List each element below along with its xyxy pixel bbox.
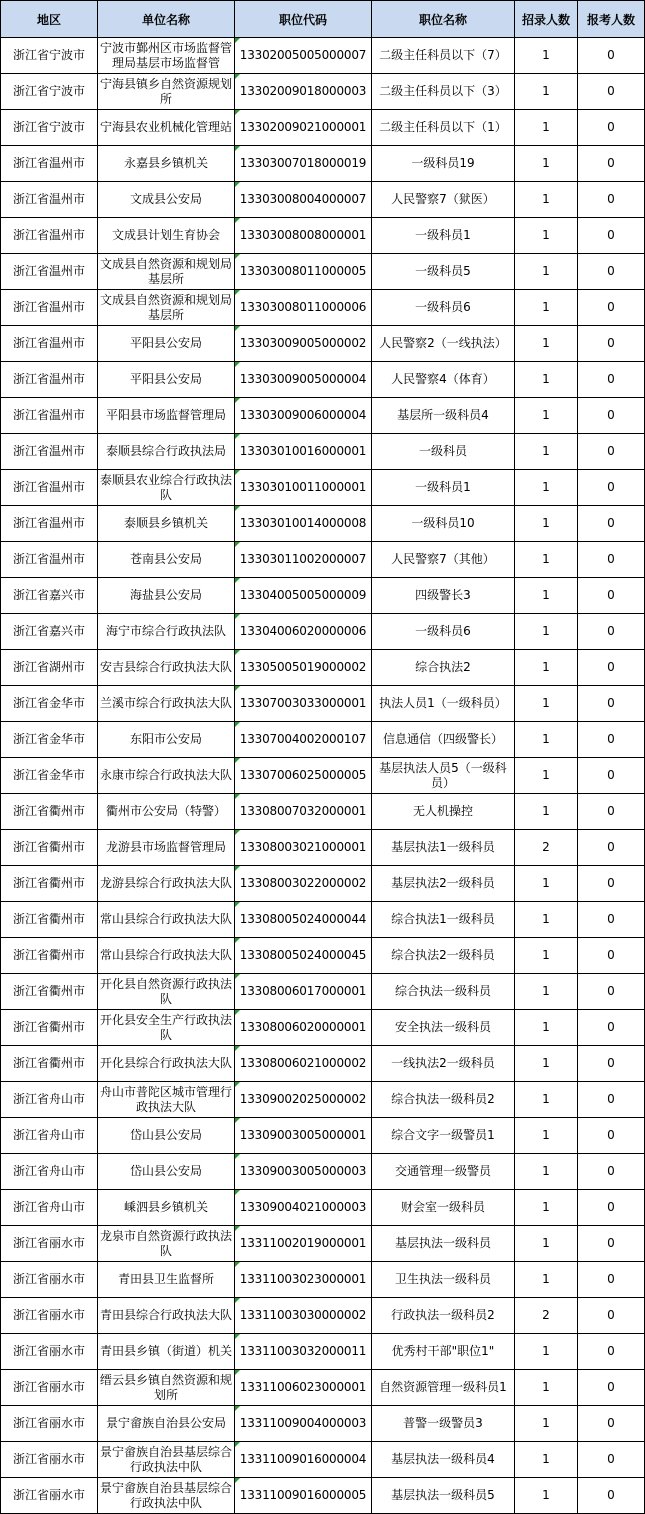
applicants-cell: 0 <box>578 578 645 614</box>
position-code-cell: 13303010016000001 <box>235 434 372 470</box>
region-cell: 浙江省丽水市 <box>1 1226 98 1262</box>
quota-cell: 2 <box>515 830 578 866</box>
applicants-cell: 0 <box>578 434 645 470</box>
quota-cell: 1 <box>515 650 578 686</box>
position-code-cell: 13303009005000004 <box>235 362 372 398</box>
unit-name-cell: 永嘉县乡镇机关 <box>98 146 235 182</box>
region-cell: 浙江省丽水市 <box>1 1406 98 1442</box>
unit-name-cell: 开化县综合行政执法大队 <box>98 1046 235 1082</box>
table-row <box>1 614 645 650</box>
table-row <box>1 722 645 758</box>
quota-cell: 1 <box>515 1406 578 1442</box>
table-row <box>1 830 645 866</box>
position-code-cell: 13311003030000002 <box>235 1298 372 1334</box>
position-name-cell: 人民警察4（体育） <box>372 362 515 398</box>
applicants-cell: 0 <box>578 938 645 974</box>
applicants-cell: 0 <box>578 470 645 506</box>
position-name-cell: 一级科员19 <box>372 146 515 182</box>
unit-name-cell: 宁波市鄞州区市场监督管理局基层市场监督管 <box>98 38 235 74</box>
table-row <box>1 110 645 146</box>
position-code-cell: 13303007018000019 <box>235 146 372 182</box>
quota-cell: 1 <box>515 1118 578 1154</box>
position-name-cell: 交通管理一级警员 <box>372 1154 515 1190</box>
quota-cell: 1 <box>515 218 578 254</box>
applicants-cell: 0 <box>578 794 645 830</box>
region-cell: 浙江省舟山市 <box>1 1118 98 1154</box>
region-cell: 浙江省衢州市 <box>1 938 98 974</box>
position-name-cell: 一级科员5 <box>372 254 515 290</box>
table-row <box>1 1046 645 1082</box>
position-name-cell: 安全执法一级科员 <box>372 1010 515 1046</box>
region-cell: 浙江省嘉兴市 <box>1 614 98 650</box>
table-row <box>1 470 645 506</box>
table-row <box>1 74 645 110</box>
applicants-cell: 0 <box>578 1190 645 1226</box>
position-name-cell: 一线执法2一级科员 <box>372 1046 515 1082</box>
position-name-cell: 综合执法2一级科员 <box>372 938 515 974</box>
table-row <box>1 542 645 578</box>
quota-cell: 1 <box>515 398 578 434</box>
unit-name-cell: 景宁畲族自治县公安局 <box>98 1406 235 1442</box>
position-name-cell: 优秀村干部"职位1" <box>372 1334 515 1370</box>
unit-name-cell: 泰顺县综合行政执法局 <box>98 434 235 470</box>
applicants-cell: 0 <box>578 686 645 722</box>
position-name-cell: 基层执法一级科员4 <box>372 1442 515 1478</box>
quota-cell: 1 <box>515 614 578 650</box>
region-cell: 浙江省衢州市 <box>1 1010 98 1046</box>
quota-cell: 1 <box>515 326 578 362</box>
applicants-cell: 0 <box>578 902 645 938</box>
table-row <box>1 1478 645 1514</box>
quota-cell: 1 <box>515 506 578 542</box>
region-cell: 浙江省金华市 <box>1 758 98 794</box>
position-code-cell: 13303009005000002 <box>235 326 372 362</box>
position-name-cell: 人民警察7（其他） <box>372 542 515 578</box>
position-code-cell: 13308006017000001 <box>235 974 372 1010</box>
quota-cell: 1 <box>515 1154 578 1190</box>
unit-name-cell: 安吉县综合行政执法大队 <box>98 650 235 686</box>
position-code-cell: 13311009016000005 <box>235 1478 372 1514</box>
quota-cell: 1 <box>515 1190 578 1226</box>
table-row <box>1 1442 645 1478</box>
table-row <box>1 326 645 362</box>
position-code-cell: 13303008004000007 <box>235 182 372 218</box>
quota-cell: 1 <box>515 74 578 110</box>
position-code-cell: 13304006020000006 <box>235 614 372 650</box>
applicants-cell: 0 <box>578 1370 645 1406</box>
position-name-cell: 基层执法2一级科员 <box>372 866 515 902</box>
quota-cell: 1 <box>515 866 578 902</box>
unit-name-cell: 泰顺县农业综合行政执法队 <box>98 470 235 506</box>
table-row <box>1 1262 645 1298</box>
applicants-cell: 0 <box>578 1262 645 1298</box>
applicants-cell: 0 <box>578 1478 645 1514</box>
position-code-cell: 13311003032000011 <box>235 1334 372 1370</box>
position-code-cell: 13302009021000001 <box>235 110 372 146</box>
position-code-cell: 13309003005000001 <box>235 1118 372 1154</box>
unit-name-cell: 泰顺县乡镇机关 <box>98 506 235 542</box>
table-row <box>1 974 645 1010</box>
position-name-cell: 综合执法一级科员2 <box>372 1082 515 1118</box>
region-cell: 浙江省衢州市 <box>1 794 98 830</box>
position-code-cell: 13304005005000009 <box>235 578 372 614</box>
region-cell: 浙江省衢州市 <box>1 830 98 866</box>
unit-name-cell: 嵊泗县乡镇机关 <box>98 1190 235 1226</box>
unit-name-cell: 岱山县公安局 <box>98 1154 235 1190</box>
region-cell: 浙江省温州市 <box>1 506 98 542</box>
region-cell: 浙江省温州市 <box>1 146 98 182</box>
table-row <box>1 182 645 218</box>
unit-name-cell: 衢州市公安局（特警） <box>98 794 235 830</box>
table-row <box>1 650 645 686</box>
quota-cell: 1 <box>515 758 578 794</box>
applicants-cell: 0 <box>578 974 645 1010</box>
quota-cell: 1 <box>515 1334 578 1370</box>
applicants-cell: 0 <box>578 110 645 146</box>
applicants-cell: 0 <box>578 254 645 290</box>
region-cell: 浙江省衢州市 <box>1 974 98 1010</box>
applicants-cell: 0 <box>578 38 645 74</box>
position-code-cell: 13303010014000008 <box>235 506 372 542</box>
unit-name-cell: 宁海县镇乡自然资源规划所 <box>98 74 235 110</box>
position-code-cell: 13303010011000001 <box>235 470 372 506</box>
position-name-cell: 卫生执法一级科员 <box>372 1262 515 1298</box>
applicants-cell: 0 <box>578 1226 645 1262</box>
unit-name-cell: 青田县卫生监督所 <box>98 1262 235 1298</box>
position-code-cell: 13303008011000005 <box>235 254 372 290</box>
table-row <box>1 290 645 326</box>
header-row <box>1 1 645 38</box>
unit-name-cell: 平阳县公安局 <box>98 326 235 362</box>
position-name-cell: 一级科员10 <box>372 506 515 542</box>
position-name-cell: 综合文字一级警员1 <box>372 1118 515 1154</box>
position-code-cell: 13311003023000001 <box>235 1262 372 1298</box>
unit-name-cell: 平阳县公安局 <box>98 362 235 398</box>
quota-cell: 1 <box>515 938 578 974</box>
position-code-cell: 13302005005000007 <box>235 38 372 74</box>
position-name-cell: 基层执法1一级科员 <box>372 830 515 866</box>
quota-cell: 1 <box>515 902 578 938</box>
applicants-cell: 0 <box>578 1010 645 1046</box>
region-cell: 浙江省丽水市 <box>1 1370 98 1406</box>
position-name-cell: 基层执法人员5（一级科员） <box>372 758 515 794</box>
applicants-cell: 0 <box>578 182 645 218</box>
header-applicants: 报考人数 <box>578 1 645 38</box>
quota-cell: 1 <box>515 1262 578 1298</box>
table-row <box>1 1334 645 1370</box>
applicants-cell: 0 <box>578 290 645 326</box>
position-code-cell: 13307006025000005 <box>235 758 372 794</box>
unit-name-cell: 青田县乡镇（街道）机关 <box>98 1334 235 1370</box>
position-code-cell: 13303009006000004 <box>235 398 372 434</box>
quota-cell: 1 <box>515 1226 578 1262</box>
applicants-cell: 0 <box>578 722 645 758</box>
quota-cell: 1 <box>515 362 578 398</box>
table-row <box>1 1226 645 1262</box>
applicants-cell: 0 <box>578 758 645 794</box>
unit-name-cell: 景宁畲族自治县基层综合行政执法中队 <box>98 1478 235 1514</box>
quota-cell: 1 <box>515 182 578 218</box>
applicants-cell: 0 <box>578 362 645 398</box>
position-code-cell: 13308005024000045 <box>235 938 372 974</box>
region-cell: 浙江省温州市 <box>1 218 98 254</box>
region-cell: 浙江省温州市 <box>1 362 98 398</box>
region-cell: 浙江省丽水市 <box>1 1478 98 1514</box>
quota-cell: 1 <box>515 1046 578 1082</box>
quota-cell: 1 <box>515 146 578 182</box>
table-row <box>1 1298 645 1334</box>
unit-name-cell: 青田县综合行政执法大队 <box>98 1298 235 1334</box>
table-row <box>1 362 645 398</box>
table-row <box>1 1118 645 1154</box>
unit-name-cell: 永康市综合行政执法大队 <box>98 758 235 794</box>
region-cell: 浙江省温州市 <box>1 398 98 434</box>
header-unit-name: 单位名称 <box>98 1 235 38</box>
quota-cell: 1 <box>515 254 578 290</box>
header-position-code: 职位代码 <box>235 1 372 38</box>
region-cell: 浙江省舟山市 <box>1 1190 98 1226</box>
quota-cell: 1 <box>515 686 578 722</box>
applicants-cell: 0 <box>578 1442 645 1478</box>
position-name-cell: 一级科员6 <box>372 614 515 650</box>
applicants-cell: 0 <box>578 146 645 182</box>
position-name-cell: 人民警察2（一线执法） <box>372 326 515 362</box>
region-cell: 浙江省丽水市 <box>1 1298 98 1334</box>
position-name-cell: 行政执法一级科员2 <box>372 1298 515 1334</box>
region-cell: 浙江省温州市 <box>1 254 98 290</box>
position-name-cell: 基层执法一级科员5 <box>372 1478 515 1514</box>
table-body <box>1 38 645 1514</box>
position-name-cell: 二级主任科员以下（1） <box>372 110 515 146</box>
position-code-cell: 13311009004000003 <box>235 1406 372 1442</box>
quota-cell: 1 <box>515 1478 578 1514</box>
table-row <box>1 398 645 434</box>
position-code-cell: 13308006021000002 <box>235 1046 372 1082</box>
unit-name-cell: 舟山市普陀区城市管理行政执法大队 <box>98 1082 235 1118</box>
applicants-cell: 0 <box>578 1154 645 1190</box>
unit-name-cell: 苍南县公安局 <box>98 542 235 578</box>
table-row <box>1 254 645 290</box>
position-name-cell: 信息通信（四级警长） <box>372 722 515 758</box>
region-cell: 浙江省丽水市 <box>1 1334 98 1370</box>
position-code-cell: 13309004021000003 <box>235 1190 372 1226</box>
region-cell: 浙江省金华市 <box>1 722 98 758</box>
applicants-cell: 0 <box>578 830 645 866</box>
quota-cell: 1 <box>515 722 578 758</box>
position-code-cell: 13308005024000044 <box>235 902 372 938</box>
applicants-cell: 0 <box>578 1334 645 1370</box>
quota-cell: 1 <box>515 1370 578 1406</box>
position-name-cell: 人民警察7（狱医） <box>372 182 515 218</box>
unit-name-cell: 常山县综合行政执法大队 <box>98 938 235 974</box>
quota-cell: 1 <box>515 38 578 74</box>
quota-cell: 1 <box>515 1082 578 1118</box>
quota-cell: 1 <box>515 542 578 578</box>
position-code-cell: 13311009016000004 <box>235 1442 372 1478</box>
position-code-cell: 13308007032000001 <box>235 794 372 830</box>
quota-cell: 1 <box>515 1442 578 1478</box>
applicants-cell: 0 <box>578 398 645 434</box>
table-row <box>1 1370 645 1406</box>
position-name-cell: 一级科员1 <box>372 470 515 506</box>
table-row <box>1 146 645 182</box>
table-row <box>1 1190 645 1226</box>
region-cell: 浙江省温州市 <box>1 182 98 218</box>
quota-cell: 2 <box>515 1298 578 1334</box>
quota-cell: 1 <box>515 1010 578 1046</box>
table-row <box>1 794 645 830</box>
table-row <box>1 1406 645 1442</box>
unit-name-cell: 缙云县乡镇自然资源和规划所 <box>98 1370 235 1406</box>
unit-name-cell: 海宁市综合行政执法队 <box>98 614 235 650</box>
unit-name-cell: 宁海县农业机械化管理站 <box>98 110 235 146</box>
region-cell: 浙江省舟山市 <box>1 1082 98 1118</box>
table-row <box>1 506 645 542</box>
position-code-cell: 13307003033000001 <box>235 686 372 722</box>
quota-cell: 1 <box>515 578 578 614</box>
quota-cell: 1 <box>515 974 578 1010</box>
applicants-cell: 0 <box>578 218 645 254</box>
position-code-cell: 13311006023000001 <box>235 1370 372 1406</box>
header-region: 地区 <box>1 1 98 38</box>
applicants-cell: 0 <box>578 506 645 542</box>
table-row <box>1 434 645 470</box>
position-code-cell: 13308003022000002 <box>235 866 372 902</box>
unit-name-cell: 文成县公安局 <box>98 182 235 218</box>
position-name-cell: 自然资源管理一级科员1 <box>372 1370 515 1406</box>
unit-name-cell: 开化县自然资源行政执法队 <box>98 974 235 1010</box>
quota-cell: 1 <box>515 434 578 470</box>
applicants-cell: 0 <box>578 1118 645 1154</box>
quota-cell: 1 <box>515 110 578 146</box>
position-name-cell: 一级科员1 <box>372 218 515 254</box>
table-row <box>1 1010 645 1046</box>
table-row <box>1 758 645 794</box>
header-quota: 招录人数 <box>515 1 578 38</box>
position-code-cell: 13309003005000003 <box>235 1154 372 1190</box>
position-code-cell: 13303008008000001 <box>235 218 372 254</box>
position-code-cell: 13305005019000002 <box>235 650 372 686</box>
header-position-name: 职位名称 <box>372 1 515 38</box>
region-cell: 浙江省衢州市 <box>1 1046 98 1082</box>
position-name-cell: 四级警长3 <box>372 578 515 614</box>
applicants-cell: 0 <box>578 1298 645 1334</box>
unit-name-cell: 常山县综合行政执法大队 <box>98 902 235 938</box>
region-cell: 浙江省金华市 <box>1 686 98 722</box>
position-name-cell: 一级科员6 <box>372 290 515 326</box>
quota-cell: 1 <box>515 794 578 830</box>
unit-name-cell: 东阳市公安局 <box>98 722 235 758</box>
unit-name-cell: 文成县计划生育协会 <box>98 218 235 254</box>
applicants-cell: 0 <box>578 1406 645 1442</box>
unit-name-cell: 景宁畲族自治县基层综合行政执法中队 <box>98 1442 235 1478</box>
position-code-cell: 13308006020000001 <box>235 1010 372 1046</box>
unit-name-cell: 平阳县市场监督管理局 <box>98 398 235 434</box>
region-cell: 浙江省宁波市 <box>1 38 98 74</box>
position-name-cell: 基层所一级科员4 <box>372 398 515 434</box>
position-code-cell: 13309002025000002 <box>235 1082 372 1118</box>
region-cell: 浙江省丽水市 <box>1 1442 98 1478</box>
region-cell: 浙江省舟山市 <box>1 1154 98 1190</box>
quota-cell: 1 <box>515 470 578 506</box>
region-cell: 浙江省衢州市 <box>1 866 98 902</box>
table-row <box>1 1082 645 1118</box>
position-name-cell: 执法人员1（一级科员） <box>372 686 515 722</box>
region-cell: 浙江省丽水市 <box>1 1262 98 1298</box>
position-name-cell: 基层执法一级科员 <box>372 1226 515 1262</box>
position-code-cell: 13302009018000003 <box>235 74 372 110</box>
applicants-cell: 0 <box>578 74 645 110</box>
region-cell: 浙江省温州市 <box>1 290 98 326</box>
position-name-cell: 一级科员 <box>372 434 515 470</box>
quota-cell: 1 <box>515 290 578 326</box>
region-cell: 浙江省嘉兴市 <box>1 578 98 614</box>
unit-name-cell: 龙游县综合行政执法大队 <box>98 866 235 902</box>
region-cell: 浙江省宁波市 <box>1 110 98 146</box>
position-code-cell: 13307004002000107 <box>235 722 372 758</box>
position-name-cell: 综合执法1一级科员 <box>372 902 515 938</box>
table-row <box>1 218 645 254</box>
applicants-cell: 0 <box>578 542 645 578</box>
unit-name-cell: 开化县安全生产行政执法队 <box>98 1010 235 1046</box>
position-name-cell: 综合执法2 <box>372 650 515 686</box>
unit-name-cell: 龙游县市场监督管理局 <box>98 830 235 866</box>
unit-name-cell: 兰溪市综合行政执法大队 <box>98 686 235 722</box>
position-name-cell: 二级主任科员以下（3） <box>372 74 515 110</box>
position-name-cell: 综合执法一级科员 <box>372 974 515 1010</box>
region-cell: 浙江省衢州市 <box>1 902 98 938</box>
table-row <box>1 1154 645 1190</box>
region-cell: 浙江省宁波市 <box>1 74 98 110</box>
position-code-cell: 13311002019000001 <box>235 1226 372 1262</box>
region-cell: 浙江省温州市 <box>1 326 98 362</box>
applicants-cell: 0 <box>578 1046 645 1082</box>
table-row <box>1 866 645 902</box>
applicants-cell: 0 <box>578 1082 645 1118</box>
table-row <box>1 38 645 74</box>
table-row <box>1 902 645 938</box>
unit-name-cell: 海盐县公安局 <box>98 578 235 614</box>
position-name-cell: 普警一级警员3 <box>372 1406 515 1442</box>
table-row <box>1 578 645 614</box>
applicants-cell: 0 <box>578 614 645 650</box>
position-name-cell: 二级主任科员以下（7） <box>372 38 515 74</box>
applicants-cell: 0 <box>578 650 645 686</box>
position-code-cell: 13303008011000006 <box>235 290 372 326</box>
unit-name-cell: 岱山县公安局 <box>98 1118 235 1154</box>
table-row <box>1 938 645 974</box>
region-cell: 浙江省温州市 <box>1 470 98 506</box>
applicants-cell: 0 <box>578 866 645 902</box>
table-row <box>1 686 645 722</box>
region-cell: 浙江省温州市 <box>1 434 98 470</box>
position-name-cell: 财会室一级科员 <box>372 1190 515 1226</box>
region-cell: 浙江省温州市 <box>1 542 98 578</box>
unit-name-cell: 龙泉市自然资源行政执法队 <box>98 1226 235 1262</box>
unit-name-cell: 文成县自然资源和规划局基层所 <box>98 290 235 326</box>
unit-name-cell: 文成县自然资源和规划局基层所 <box>98 254 235 290</box>
applicants-cell: 0 <box>578 326 645 362</box>
position-code-cell: 13308003021000001 <box>235 830 372 866</box>
position-code-cell: 13303011002000007 <box>235 542 372 578</box>
position-name-cell: 无人机操控 <box>372 794 515 830</box>
region-cell: 浙江省湖州市 <box>1 650 98 686</box>
